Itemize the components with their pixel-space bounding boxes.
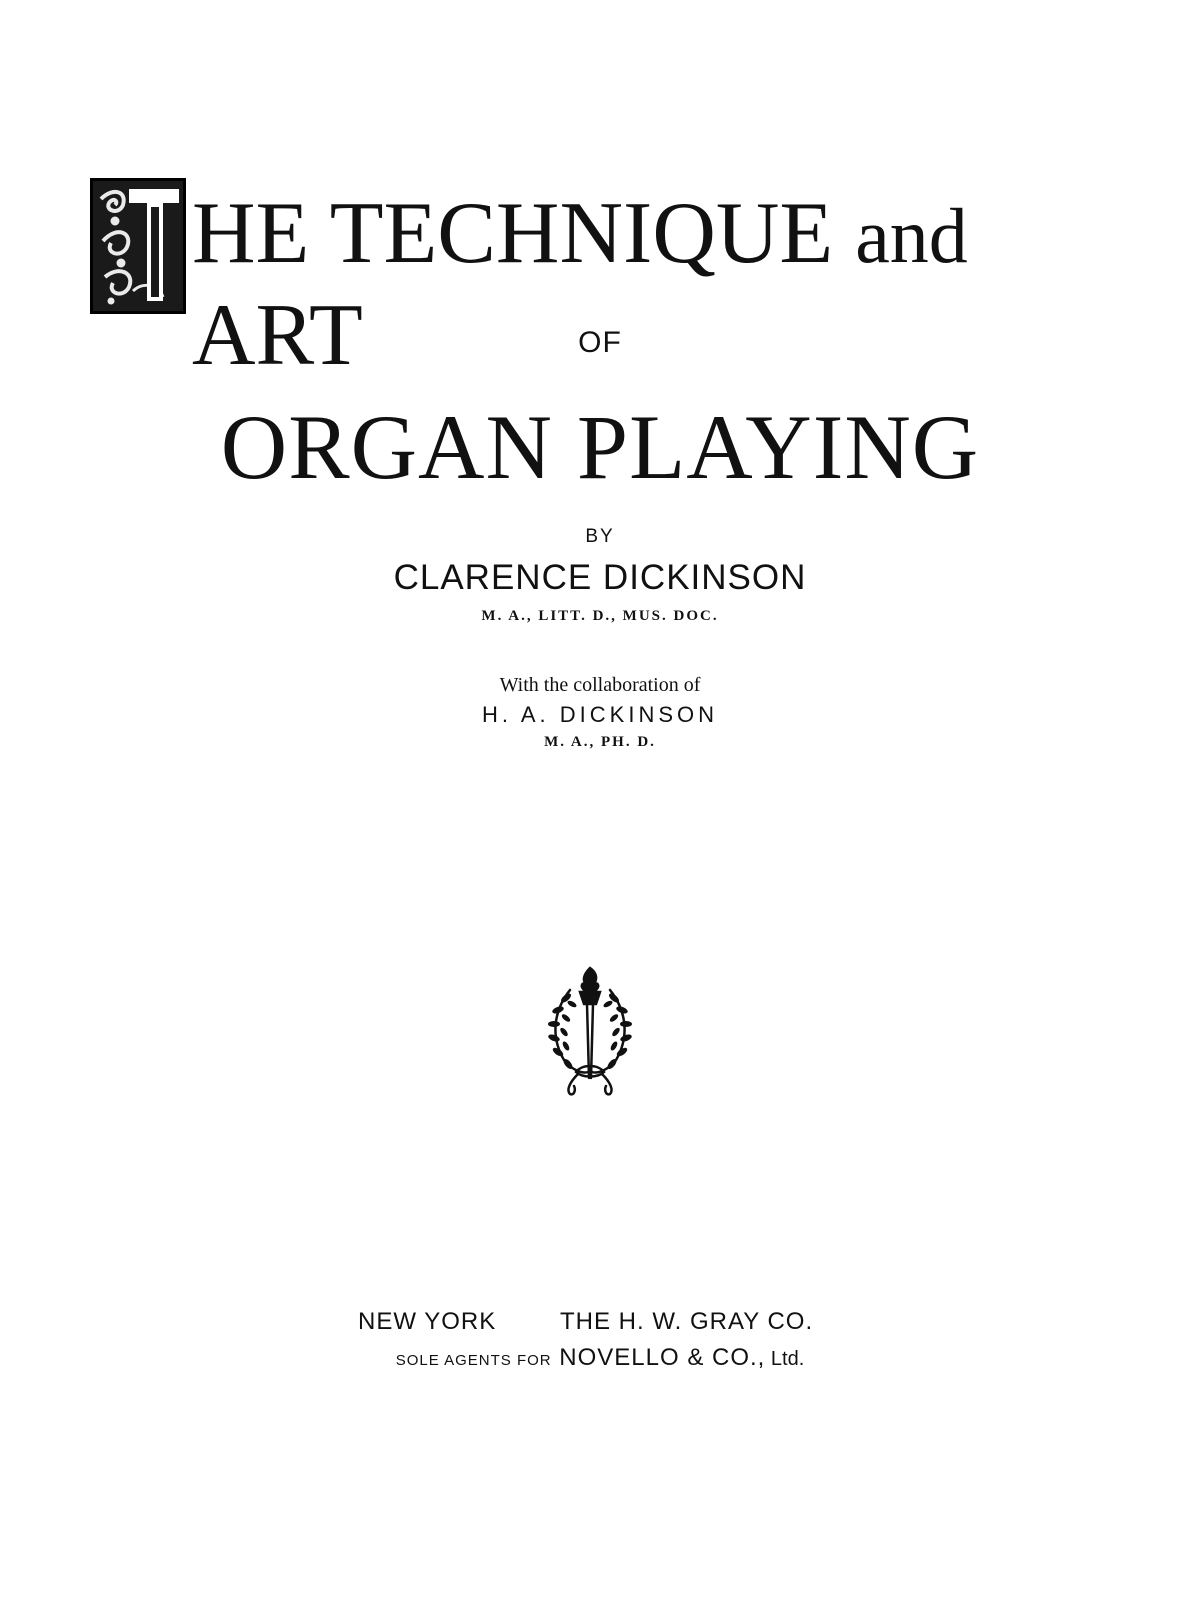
title-part-2: ART [192,287,363,384]
ornamental-initial-icon [90,178,186,314]
publisher-city: NEW YORK [358,1308,497,1335]
of-text: OF [578,326,622,359]
agents-name: NOVELLO & CO., [551,1344,766,1371]
author-degrees: M. A., LITT. D., MUS. DOC. [481,608,719,624]
by-text: BY [585,526,615,547]
collaborator-name: H. A. DICKINSON [481,702,719,727]
title-part-1: HE TECHNIQUE [192,185,856,282]
agents-line [0,1344,1200,1372]
author-name: CLARENCE DICKINSON [393,558,807,597]
publisher-line [0,1308,1200,1342]
collaboration-intro: With the collaboration of [499,674,701,696]
agents-prefix: SOLE AGENTS FOR [395,1352,552,1369]
subtitle: ORGAN PLAYING [220,396,980,498]
torch-laurel-emblem-icon [540,960,640,1100]
title-initial [117,185,186,309]
agents-suffix: Ltd. [765,1348,805,1370]
publisher-name: THE H. W. GRAY CO. [560,1308,814,1335]
title-and: and [855,192,968,279]
collaborator-degrees: M. A., PH. D. [544,734,656,750]
